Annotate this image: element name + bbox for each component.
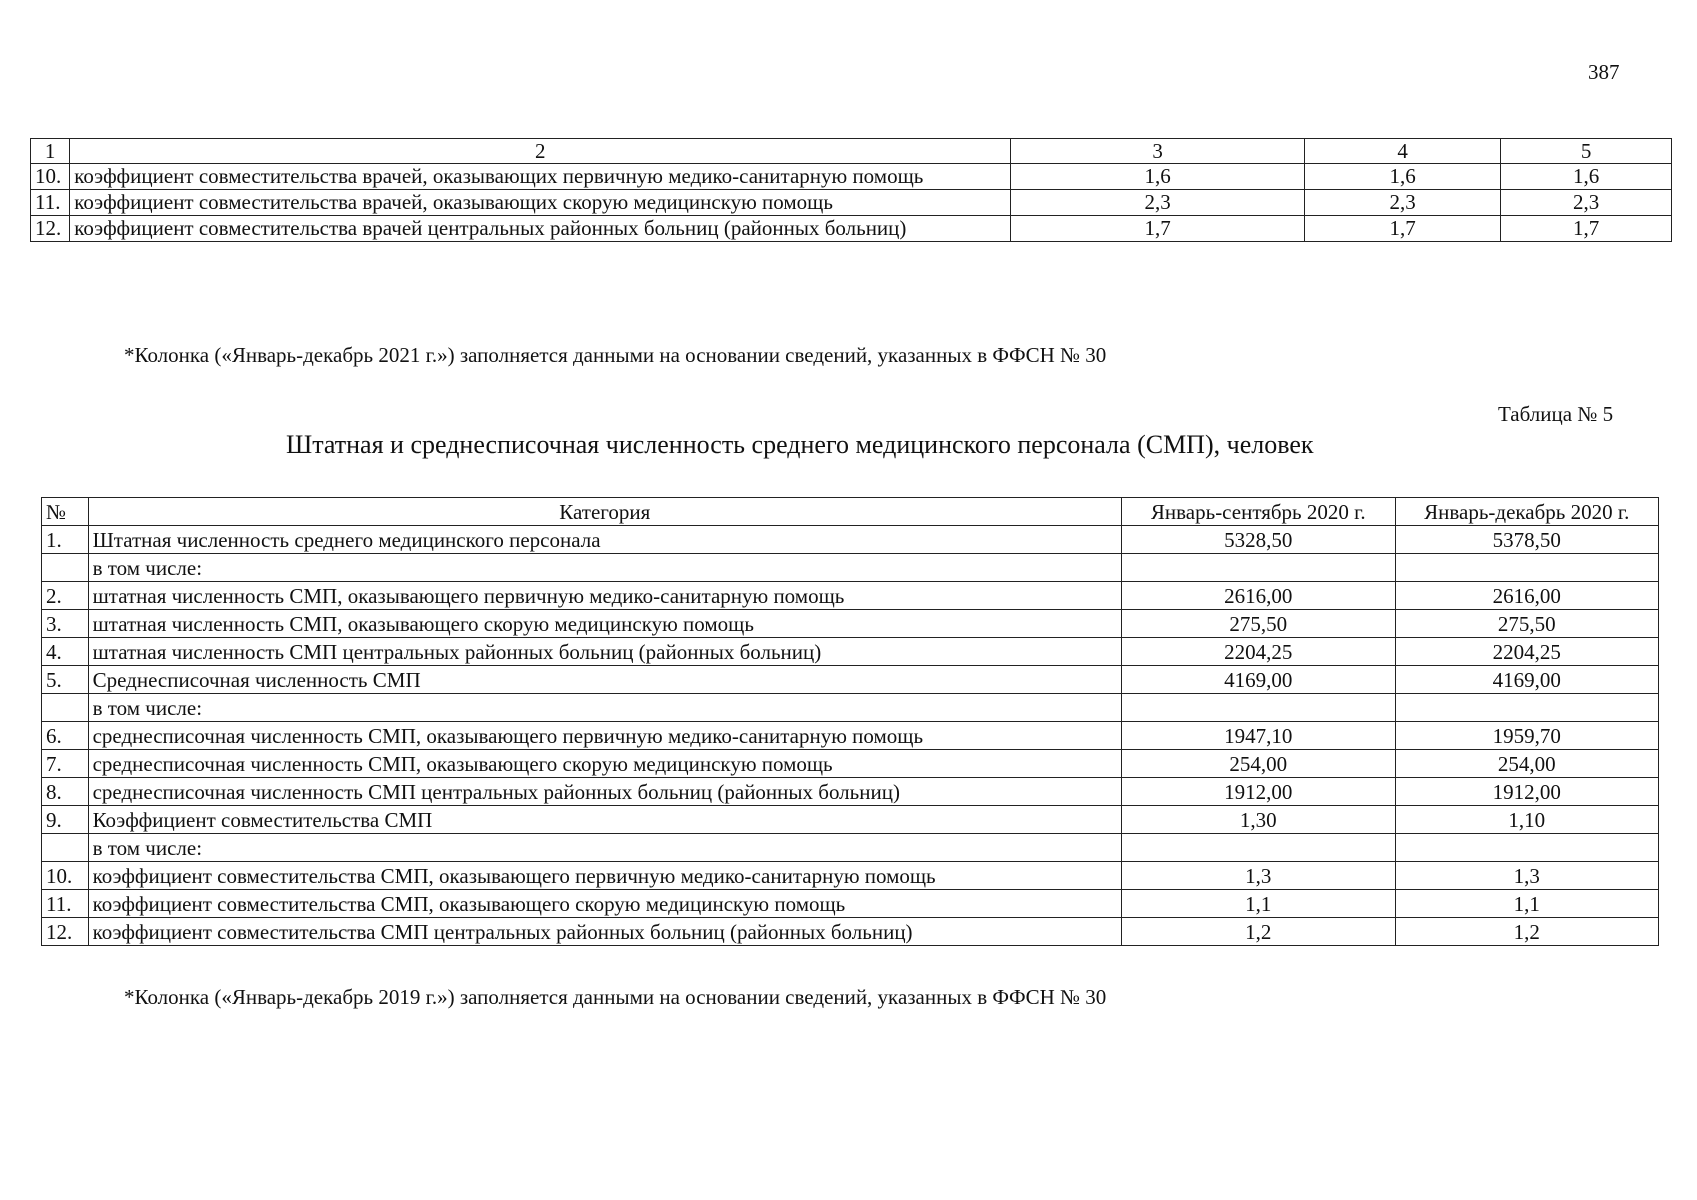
row-category: Коэффициент совместительства СМП — [88, 806, 1121, 834]
row-number — [42, 554, 89, 582]
row-number: 5. — [42, 666, 89, 694]
row-number: 10. — [42, 862, 89, 890]
row-number — [42, 694, 89, 722]
row-number: 8. — [42, 778, 89, 806]
table-row — [31, 216, 1672, 242]
page-number: 387 — [1588, 60, 1620, 84]
table-row — [42, 890, 1659, 918]
table-row — [42, 806, 1659, 834]
table-row — [42, 778, 1659, 806]
table-row — [42, 834, 1659, 862]
row-value-period-1: 1,3 — [1122, 862, 1396, 890]
row-value-period-1: 1,1 — [1122, 890, 1396, 918]
row-category: в том числе: — [88, 834, 1121, 862]
table-label: Таблица № 5 — [1498, 402, 1614, 426]
row-number: 6. — [42, 722, 89, 750]
row-value-period-1: 5328,50 — [1122, 526, 1396, 554]
table-row — [42, 638, 1659, 666]
row-value-period-2: 2616,00 — [1395, 582, 1658, 610]
row-value-period-1: 4169,00 — [1122, 666, 1396, 694]
row-value-period-2 — [1395, 554, 1658, 582]
table-row — [42, 666, 1659, 694]
table-row — [42, 694, 1659, 722]
row-value-period-2: 2204,25 — [1395, 638, 1658, 666]
row-category: среднесписочная численность СМП центральных районных больниц (районных больниц) — [88, 778, 1121, 806]
row-value-period-2 — [1395, 694, 1658, 722]
row-number — [42, 834, 89, 862]
table-row — [31, 190, 1672, 216]
row-number: 2. — [42, 582, 89, 610]
row-number: 3. — [42, 610, 89, 638]
row-value-period-2: 1,3 — [1395, 862, 1658, 890]
row-category: в том числе: — [88, 694, 1121, 722]
row-value: 1,6 — [1011, 164, 1305, 190]
table-row — [42, 750, 1659, 778]
header-category: Категория — [88, 498, 1121, 526]
table-title: Штатная и среднесписочная численность среднего медицинского персонала (СМП), человек — [286, 430, 1314, 459]
column-number: 1 — [31, 139, 70, 164]
row-value-period-1 — [1122, 554, 1396, 582]
row-category: штатная численность СМП центральных районных больниц (районных больниц) — [88, 638, 1121, 666]
column-number: 2 — [70, 139, 1011, 164]
table-row — [42, 862, 1659, 890]
column-number-row — [31, 139, 1672, 164]
row-number: 1. — [42, 526, 89, 554]
row-number: 10. — [31, 164, 70, 190]
footnote-2019: *Колонка («Январь-декабрь 2019 г.») заполняется данными на основании сведений, указанных в ФФСН № 30 — [124, 985, 1107, 1009]
row-value-period-2: 275,50 — [1395, 610, 1658, 638]
row-value-period-1: 254,00 — [1122, 750, 1396, 778]
header-number: № — [42, 498, 89, 526]
row-value-period-1: 1947,10 — [1122, 722, 1396, 750]
row-value: 2,3 — [1501, 190, 1672, 216]
row-category: коэффициент совместительства СМП, оказывающего скорую медицинскую помощь — [88, 890, 1121, 918]
row-number: 11. — [42, 890, 89, 918]
row-value: 1,7 — [1011, 216, 1305, 242]
row-label: коэффициент совместительства врачей, оказывающих скорую медицинскую помощь — [70, 190, 1011, 216]
row-value-period-1: 1912,00 — [1122, 778, 1396, 806]
row-value-period-2: 4169,00 — [1395, 666, 1658, 694]
row-value: 1,6 — [1501, 164, 1672, 190]
row-label: коэффициент совместительства врачей центральных районных больниц (районных больниц) — [70, 216, 1011, 242]
row-value-period-1: 2204,25 — [1122, 638, 1396, 666]
row-category: штатная численность СМП, оказывающего первичную медико-санитарную помощь — [88, 582, 1121, 610]
row-value: 2,3 — [1304, 190, 1500, 216]
row-value-period-1 — [1122, 834, 1396, 862]
row-number: 12. — [31, 216, 70, 242]
row-value: 1,7 — [1304, 216, 1500, 242]
table-row — [42, 526, 1659, 554]
row-category: Штатная численность среднего медицинского персонала — [88, 526, 1121, 554]
table-row — [31, 164, 1672, 190]
row-category: Среднесписочная численность СМП — [88, 666, 1121, 694]
row-value: 2,3 — [1011, 190, 1305, 216]
row-category: коэффициент совместительства СМП центральных районных больниц (районных больниц) — [88, 918, 1121, 946]
row-value-period-2: 1,2 — [1395, 918, 1658, 946]
table-row — [42, 554, 1659, 582]
row-number: 9. — [42, 806, 89, 834]
row-category: среднесписочная численность СМП, оказывающего первичную медико-санитарную помощь — [88, 722, 1121, 750]
row-value-period-2: 1959,70 — [1395, 722, 1658, 750]
row-value-period-2: 1,10 — [1395, 806, 1658, 834]
column-number: 3 — [1011, 139, 1305, 164]
row-value-period-1: 1,2 — [1122, 918, 1396, 946]
table-4-continuation — [30, 138, 1672, 242]
row-value-period-2: 5378,50 — [1395, 526, 1658, 554]
row-value: 1,7 — [1501, 216, 1672, 242]
row-category: среднесписочная численность СМП, оказывающего скорую медицинскую помощь — [88, 750, 1121, 778]
table-header-row — [42, 498, 1659, 526]
row-number: 7. — [42, 750, 89, 778]
table-5 — [41, 497, 1659, 946]
column-number: 4 — [1304, 139, 1500, 164]
header-period-2: Январь-декабрь 2020 г. — [1395, 498, 1658, 526]
row-category: штатная численность СМП, оказывающего скорую медицинскую помощь — [88, 610, 1121, 638]
row-value: 1,6 — [1304, 164, 1500, 190]
header-period-1: Январь-сентябрь 2020 г. — [1122, 498, 1396, 526]
row-value-period-1 — [1122, 694, 1396, 722]
table-row — [42, 722, 1659, 750]
row-number: 12. — [42, 918, 89, 946]
table-row — [42, 582, 1659, 610]
row-label: коэффициент совместительства врачей, оказывающих первичную медико-санитарную помощь — [70, 164, 1011, 190]
row-value-period-2: 1,1 — [1395, 890, 1658, 918]
row-value-period-2: 254,00 — [1395, 750, 1658, 778]
table-row — [42, 918, 1659, 946]
row-category: в том числе: — [88, 554, 1121, 582]
column-number: 5 — [1501, 139, 1672, 164]
row-value-period-1: 275,50 — [1122, 610, 1396, 638]
row-value-period-2: 1912,00 — [1395, 778, 1658, 806]
row-value-period-1: 1,30 — [1122, 806, 1396, 834]
table-row — [42, 610, 1659, 638]
row-value-period-2 — [1395, 834, 1658, 862]
footnote-2021: *Колонка («Январь-декабрь 2021 г.») заполняется данными на основании сведений, указанных в ФФСН № 30 — [124, 343, 1107, 367]
row-category: коэффициент совместительства СМП, оказывающего первичную медико-санитарную помощь — [88, 862, 1121, 890]
row-number: 4. — [42, 638, 89, 666]
row-value-period-1: 2616,00 — [1122, 582, 1396, 610]
row-number: 11. — [31, 190, 70, 216]
